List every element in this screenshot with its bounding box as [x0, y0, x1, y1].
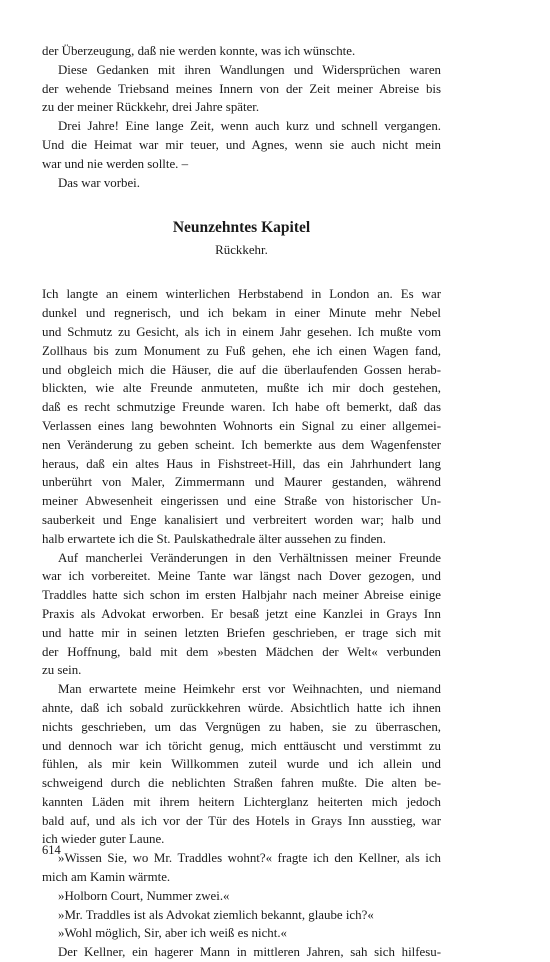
text-line: »Wohl möglich, Sir, aber ich weiß es nicht.«: [58, 926, 287, 941]
text-line: »Holborn Court, Nummer zwei.«: [58, 888, 230, 903]
text-line: ich wieder guter Laune.: [42, 832, 165, 847]
text-line: schweigend durch die neblichten Straßen fahren mußte. Die alten be-: [42, 776, 441, 791]
text-line: Der Kellner, ein hagerer Mann in mittleren Jahren, sah sich hilfesu-: [58, 945, 441, 960]
text-line: »Mr. Traddles ist als Advokat ziemlich bekannt, glaube ich?«: [58, 907, 374, 922]
previous-chapter-ending: [42, 42, 441, 192]
text-line: nichts geschrieben, um das Vergnügen zu haben, sie zu überraschen,: [42, 719, 441, 734]
text-line: Traddles hatte sich schon im ersten Halbjahr nach meiner Abreise einige: [42, 588, 441, 603]
text-line: und Schmutz zu Gesicht, als ich in einem Jahr gesehen. Ich mußte vom: [42, 324, 441, 339]
text-line: fühlen, als mir kein Willkommen zuteil wurde und ich allein und: [42, 757, 441, 772]
text-line: Verlassen eines lang bewohnten Wohnorts ein Signal zu einer allgemei-: [42, 418, 441, 433]
chapter-title: Neunzehntes Kapitel: [172, 219, 311, 237]
text-line: dunkel und regnerisch, und ich bekam in einer Minute mehr Nebel: [42, 306, 441, 321]
text-line: war und nie werden sollte. –: [42, 156, 189, 171]
text-line: kannten Läden mit ihrem heitern Lichterglanz heiterten mich jedoch: [42, 794, 441, 809]
text-line: ahnte, daß ich sobald zurückkehren würde. Absichtlich hatte ich ihnen: [42, 700, 441, 715]
text-line: unberührt von Maler, Zimmermann und Maurer gestanden, während: [42, 475, 441, 490]
text-line: Drei Jahre! Eine lange Zeit, wenn auch kurz und schnell vergangen.: [58, 119, 441, 134]
text-line: zu der meiner Rückkehr, drei Jahre später.: [42, 100, 260, 115]
text-line: daß es recht schmutzige Freunde waren. Ich habe oft bemerkt, daß das: [42, 400, 441, 415]
text-line: »Wissen Sie, wo Mr. Traddles wohnt?« fragte ich den Kellner, als ich: [58, 851, 441, 866]
text-line: mich am Kamin wärmte.: [42, 870, 171, 885]
text-line: sauberkeit und Enge kanalisiert und verbreitert worden war; halb und: [42, 512, 441, 527]
text-line: Und die Heimat war mir teuer, und Agnes, wenn sie auch nicht mein: [42, 137, 441, 152]
text-line: war ich vorbereitet. Meine Tante war längst nach Dover gezogen, und: [42, 569, 441, 584]
text-line: meiner Abwesenheit eingerissen und eine Straße von historischer Un-: [42, 494, 441, 509]
text-line: der Überzeugung, daß nie werden konnte, was ich wünschte.: [42, 44, 356, 58]
page-content: [42, 42, 441, 962]
text-line: und hatte mir in seinen letzten Briefen geschrieben, er trage sich mit: [42, 625, 441, 640]
text-line: zu sein.: [42, 663, 82, 678]
text-line: halb erwartete ich die St. Paulskathedrale älter aussehen zu finden.: [42, 531, 386, 546]
text-line: Auf mancherlei Veränderungen in den Verhältnissen meiner Freunde: [58, 550, 441, 565]
text-line: blickten, wie alte Freunde anmuteten, mußte ich mir doch gestehen,: [42, 381, 441, 396]
text-line: und obgleich mich die Häuser, die auf die überlaufenden Gossen herab-: [42, 362, 441, 377]
text-line: und dennoch war ich töricht genug, mich enttäuscht und verstimmt zu: [42, 738, 441, 753]
text-line: nen Veränderung zu geben scheint. Ich bemerkte aus dem Wagenfenster: [42, 437, 441, 452]
chapter-body: [42, 285, 441, 962]
text-line: Praxis als Advokat erworben. Er besaß jetzt eine Kanzlei in Grays Inn: [42, 606, 441, 621]
text-line: Zollhaus bis zum Monument zu Fuß gehen, ehe ich einen Wagen fand,: [42, 343, 441, 358]
text-line: bald auf, und als ich vor der Tür des Hotels in Grays Inn ausstieg, war: [42, 813, 441, 828]
page-number: 614: [42, 843, 61, 857]
text-line: der wehende Triebsand meines Innern von der Zeit meiner Abreise bis: [42, 81, 441, 96]
text-line: heraus, daß ein altes Haus in Fishstreet-Hill, das ein Jahrhundert lang: [42, 456, 441, 471]
text-line: Man erwartete meine Heimkehr erst vor Weihnachten, und niemand: [58, 682, 441, 697]
text-line: Diese Gedanken mit ihren Wandlungen und Widersprüchen waren: [58, 62, 441, 77]
text-line: Ich langte an einem winterlichen Herbstabend in London an. Es war: [42, 287, 441, 302]
text-line: der Hoffnung, bald mit dem »besten Mädchen der Welt« verbunden: [42, 644, 441, 659]
text-line: Das war vorbei.: [58, 175, 140, 190]
chapter-subtitle: Rückkehr.: [215, 243, 268, 258]
